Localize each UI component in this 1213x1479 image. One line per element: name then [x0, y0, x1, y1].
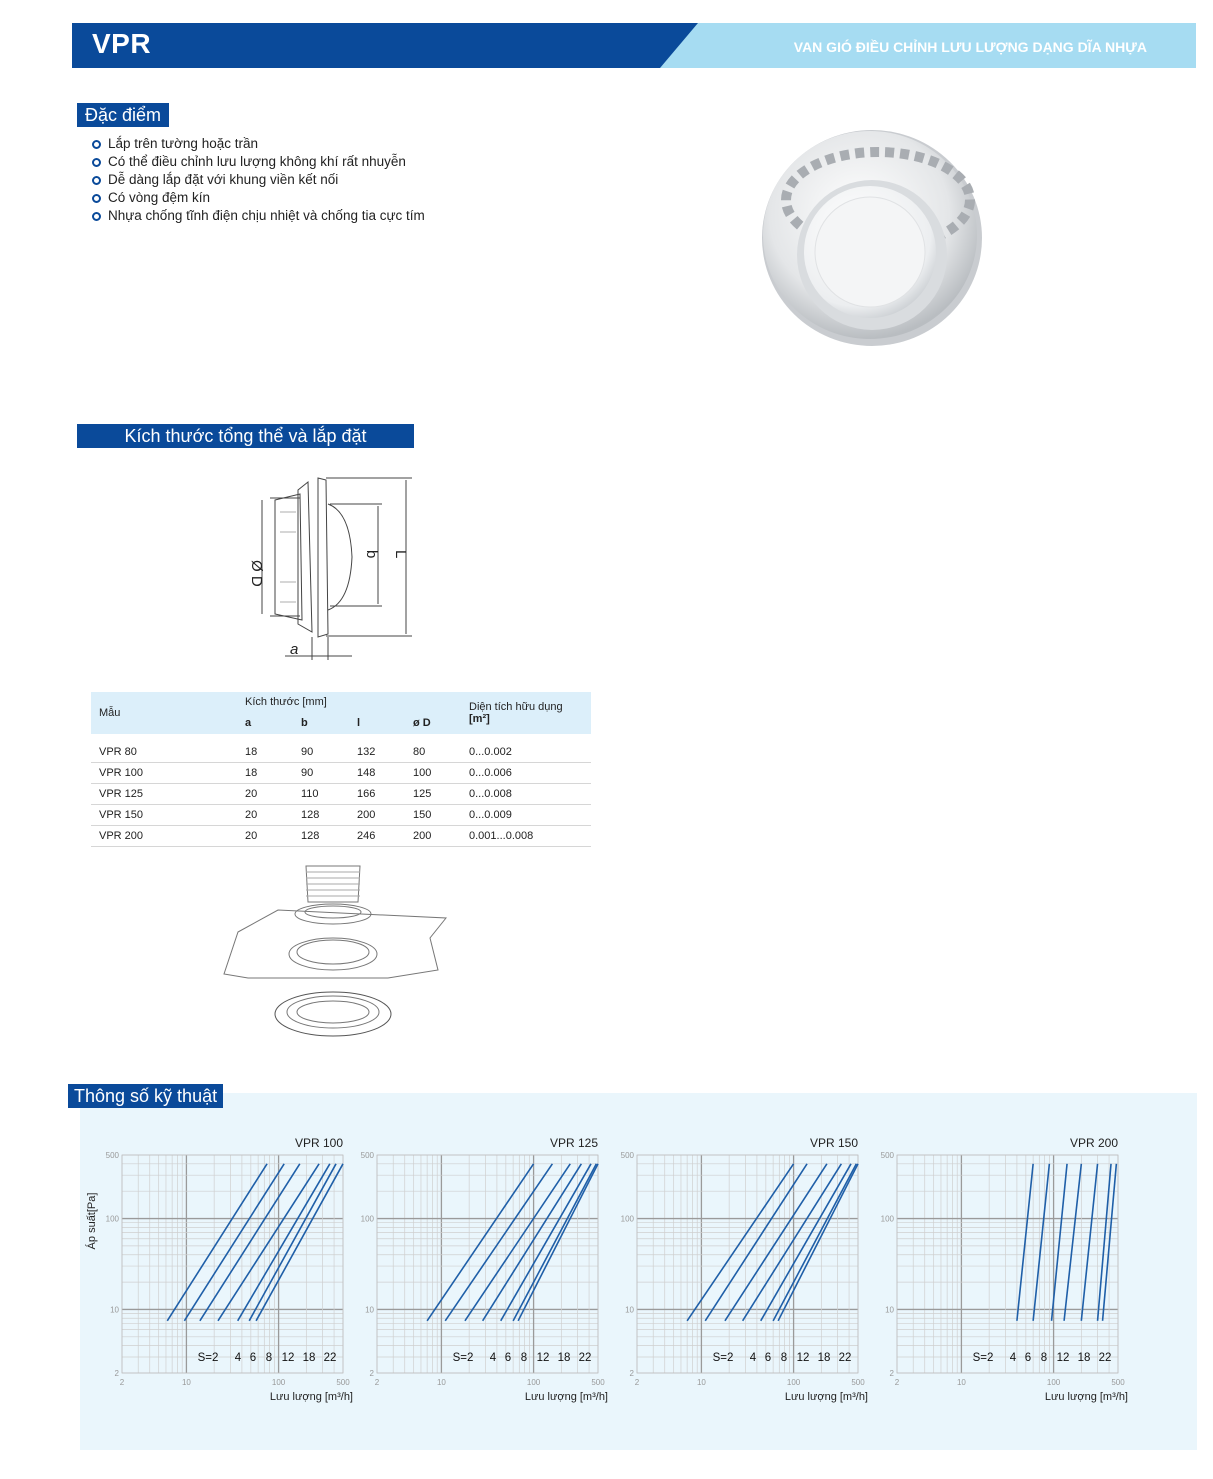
s-label: 22 [578, 1352, 592, 1364]
s-label: 18 [1077, 1352, 1091, 1364]
product-photo [750, 120, 990, 360]
col-b-header: b [293, 712, 349, 734]
installation-drawing [218, 862, 450, 1040]
feature-item: Có vòng đệm kín [92, 189, 432, 207]
series-line-s-22 [778, 1164, 858, 1321]
series-line-s-4 [1033, 1164, 1049, 1321]
s-label: 6 [764, 1352, 772, 1364]
s-label: 8 [520, 1352, 528, 1364]
chart-vpr-100 [95, 1133, 355, 1413]
x-tick-label: 2 [634, 1378, 640, 1387]
product-title: VAN GIÓ ĐIỀU CHỈNH LƯU LƯỢNG DẠNG DĨA NHỰA [793, 39, 1147, 55]
s-label: 12 [796, 1352, 810, 1364]
s-label: 12 [1056, 1352, 1070, 1364]
x-tick-label: 10 [956, 1378, 966, 1387]
series-line-s-18 [773, 1164, 856, 1321]
y-tick-label: 2 [369, 1369, 374, 1378]
specs-heading: Thông số kỹ thuật [68, 1084, 223, 1108]
s-label: 4 [489, 1352, 497, 1364]
y-tick-label: 100 [105, 1214, 119, 1224]
s-label: 4 [1009, 1352, 1017, 1364]
bullet-icon [92, 212, 101, 221]
x-tick-label: 500 [591, 1378, 605, 1387]
bullet-icon [92, 140, 101, 149]
y-tick-label: 10 [885, 1305, 894, 1315]
x-tick-label: 100 [786, 1378, 801, 1387]
s-label: 12 [536, 1352, 550, 1364]
s-label: 4 [234, 1352, 242, 1364]
plot-frame [122, 1155, 343, 1373]
feature-item: Dễ dàng lắp đặt với khung viền kết nối [92, 171, 432, 189]
product-code: VPR [92, 28, 152, 59]
dimensions-heading: Kích thước tổng thể và lắp đặt [77, 424, 414, 448]
y-tick-label: 10 [365, 1305, 374, 1315]
feature-item: Có thể điều chỉnh lưu lượng không khí rất nhuyễn [92, 153, 432, 171]
s-label: 22 [838, 1352, 852, 1364]
s-label: 8 [265, 1352, 273, 1364]
y-tick-label: 500 [360, 1151, 374, 1160]
series-line-s-18 [249, 1164, 336, 1321]
bullet-icon [92, 158, 101, 167]
series-line-s-2 [1017, 1164, 1033, 1321]
series-line-s-22 [518, 1164, 598, 1321]
chart-title: VPR 100 [294, 1136, 343, 1150]
y-tick-label: 500 [105, 1151, 119, 1160]
y-tick-label: 10 [110, 1305, 119, 1315]
bullet-icon [92, 194, 101, 203]
chart-vpr-150 [610, 1133, 870, 1413]
col-area-header: Diện tích hữu dụng [m²] [461, 692, 591, 734]
y-tick-label: 100 [880, 1214, 894, 1224]
x-tick-label: 100 [271, 1378, 286, 1387]
features-heading: Đặc điểm [77, 103, 169, 127]
s-label: 4 [749, 1352, 757, 1364]
x-axis-label: Lưu lượng [m³/h] [524, 1391, 608, 1403]
s-label: S=2 [452, 1352, 474, 1364]
col-group-header: Kích thước [mm] [237, 692, 461, 712]
col-a-header: a [237, 712, 293, 734]
x-axis-label: Lưu lượng [m³/h] [269, 1391, 353, 1403]
s-label: 6 [504, 1352, 512, 1364]
features-list [92, 135, 432, 225]
y-tick-label: 2 [629, 1369, 634, 1378]
chart-title: VPR 125 [549, 1136, 598, 1150]
x-tick-label: 10 [436, 1378, 446, 1387]
s-label: 22 [1098, 1352, 1112, 1364]
s-label: S=2 [712, 1352, 734, 1364]
x-tick-label: 2 [119, 1378, 125, 1387]
series-line-s-8 [483, 1164, 582, 1321]
y-tick-label: 10 [625, 1305, 634, 1315]
y-tick-label: 500 [620, 1151, 634, 1160]
feature-item: Nhựa chống tĩnh điện chịu nhiệt và chống tia cực tím [92, 207, 432, 225]
x-tick-label: 100 [526, 1378, 541, 1387]
series-line-s-6 [200, 1164, 300, 1321]
series-line-s-4 [445, 1164, 552, 1321]
s-label: 8 [1040, 1352, 1048, 1364]
chart-title: VPR 150 [809, 1136, 858, 1150]
x-tick-label: 2 [374, 1378, 380, 1387]
bullet-icon [92, 176, 101, 185]
label-b: b [363, 550, 380, 559]
s-label: 18 [817, 1352, 831, 1364]
y-tick-label: 2 [114, 1369, 119, 1378]
table-row: VPR 80 18 90 132 80 0...0.002 [91, 742, 591, 763]
series-line-s-12 [1081, 1164, 1097, 1321]
label-diameter: Ø D [248, 560, 265, 587]
x-tick-label: 500 [1111, 1378, 1125, 1387]
y-tick-label: 2 [889, 1369, 894, 1378]
dimensions-table [91, 692, 591, 847]
s-label: 6 [249, 1352, 257, 1364]
x-tick-label: 500 [336, 1378, 350, 1387]
feature-item: Lắp trên tường hoặc trần [92, 135, 432, 153]
chart-vpr-200 [870, 1133, 1130, 1413]
s-label: S=2 [197, 1352, 219, 1364]
dimension-drawing [230, 472, 420, 662]
s-label: 18 [302, 1352, 316, 1364]
x-axis-label: Lưu lượng [m³/h] [1044, 1391, 1128, 1403]
x-tick-label: 10 [181, 1378, 191, 1387]
col-model-header: Mẫu [91, 692, 237, 734]
table-row: VPR 100 18 90 148 100 0...0.006 [91, 763, 591, 784]
s-label: 22 [323, 1352, 337, 1364]
table-row: VPR 200 20 128 246 200 0.001...0.008 [91, 826, 591, 847]
plot-frame [377, 1155, 598, 1373]
x-tick-label: 2 [894, 1378, 900, 1387]
series-line-s-8 [1064, 1164, 1081, 1321]
col-d-header: ø D [405, 712, 461, 734]
x-tick-label: 100 [1046, 1378, 1061, 1387]
y-tick-label: 100 [360, 1214, 374, 1224]
header-bar [72, 23, 712, 68]
plot-frame [897, 1155, 1118, 1373]
chart-title: VPR 200 [1069, 1136, 1118, 1150]
x-tick-label: 500 [851, 1378, 865, 1387]
table-row: VPR 150 20 128 200 150 0...0.009 [91, 805, 591, 826]
s-label: 8 [780, 1352, 788, 1364]
label-a: a [290, 641, 299, 658]
chart-vpr-125 [350, 1133, 610, 1413]
y-axis-label: Áp suất[Pa] [86, 1192, 98, 1250]
s-label: S=2 [972, 1352, 994, 1364]
x-axis-label: Lưu lượng [m³/h] [784, 1391, 868, 1403]
y-tick-label: 100 [620, 1214, 634, 1224]
label-l: L [392, 550, 409, 559]
col-l-header: l [349, 712, 405, 734]
s-label: 18 [557, 1352, 571, 1364]
y-tick-label: 500 [880, 1151, 894, 1160]
s-label: 12 [281, 1352, 295, 1364]
table-row: VPR 125 20 110 166 125 0...0.008 [91, 784, 591, 805]
x-tick-label: 10 [696, 1378, 706, 1387]
s-label: 6 [1024, 1352, 1032, 1364]
plot-frame [637, 1155, 858, 1373]
